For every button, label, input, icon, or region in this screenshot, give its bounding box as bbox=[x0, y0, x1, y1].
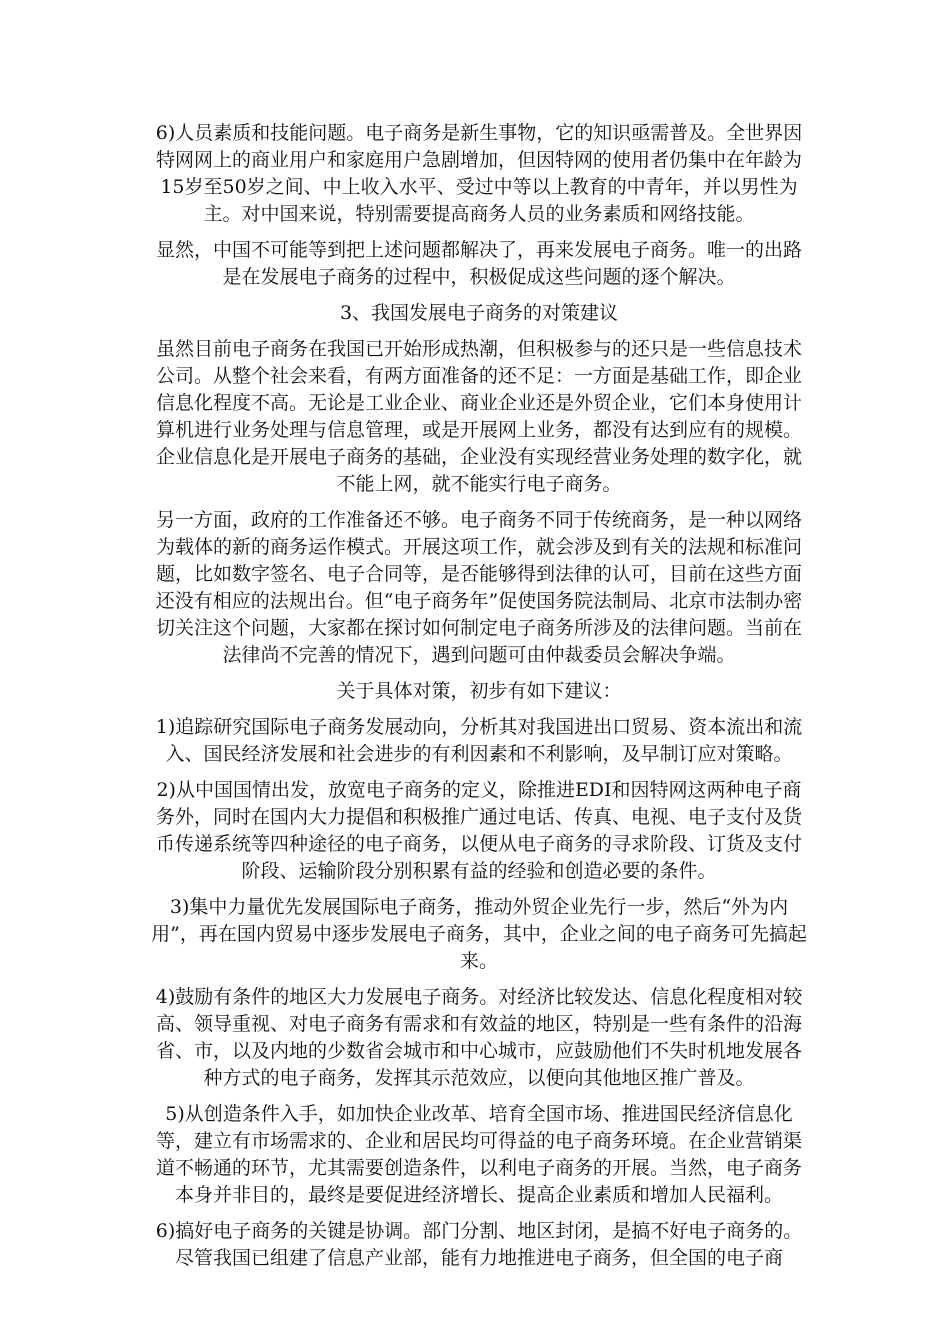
list-item-4: 4)鼓励有条件的地区大力发展电子商务。对经济比较发达、信息化程度相对较高、领导重视、对电子商务有需求和有效益的地区，特别是一些有条件的沿海省、市，以及内地的少数省会城市和中心城市，应鼓励他们不失时机地发展各种方式的电子商务，发挥其示范效应，以便向其他地区推广普及。 bbox=[155, 986, 803, 1089]
list-item-5: 5)从创造条件入手，如加快企业改革、培育全国市场、推进国民经济信息化等，建立有市场需求的、企业和居民均可得益的电子商务环境。在企业营销渠道不畅通的环节，尤其需要创造条件，以利电子商务的开展。当然，电子商务本身并非目的，最终是要促进经济增长、提高企业素质和增加人民福利。 bbox=[155, 1103, 802, 1206]
list-item-2: 2)从中国国情出发，放宽电子商务的定义，除推进EDI和因特网这两种电子商务外，同时在国内大力提倡和积极推广通过电话、传真、电视、电子支付及货币传递系统等四种途径的电子商务，以便从电子商务的寻求阶段、订货及支付阶段、运输阶段分别积累有益的经验和创造必要的条件。 bbox=[155, 779, 802, 882]
paragraph-conclusion: 显然，中国不可能等到把上述问题都解决了，再来发展电子商务。唯一的出路是在发展电子商务的过程中，积极促成这些问题的逐个解决。 bbox=[155, 239, 802, 288]
section-heading: 3、我国发展电子商务的对策建议 bbox=[339, 302, 619, 324]
paragraph-personnel-skills: 6)人员素质和技能问题。电子商务是新生事物，它的知识亟需普及。全世界因特网网上的商业用户和家庭用户急剧增加，但因特网的使用者仍集中在年龄为15岁至50岁之间、中上收入水平、受过中等以上教育的中青年，并以男性为主。对中国来说，特别需要提高商务人员的业务素质和网络技能。 bbox=[155, 122, 803, 225]
paragraph-enterprise-informatization: 虽然目前电子商务在我国已开始形成热潮，但积极参与的还只是一些信息技术公司。从整个社会来看，有两方面准备的还不足：一方面是基础工作，即企业信息化程度不高。无论是工业企业、商业企业还是外贸企业，它们本身使用计算机进行业务处理与信息管理，或是开展网上业务，都没有达到应有的规模。企业信息化是开展电子商务的基础，企业没有实现经营业务处理的数字化，就不能上网，就不能实行电子商务。 bbox=[155, 338, 802, 495]
list-item-3: 3)集中力量优先发展国际电子商务，推动外贸企业先行一步，然后“外为内用”，再在国内贸易中逐步发展电子商务，其中，企业之间的电子商务可先搞起来。 bbox=[151, 896, 807, 972]
paragraph-suggestions-intro: 关于具体对策，初步有如下建议： bbox=[336, 680, 622, 702]
list-item-6: 6)搞好电子商务的关键是协调。部门分割、地区封闭，是搞不好电子商务的。尽管我国已组建了信息产业部，能有力地推进电子商务，但全国的电子商 bbox=[155, 1220, 803, 1269]
paragraph-government-preparation: 另一方面，政府的工作准备还不够。电子商务不同于传统商务，是一种以网络为载体的新的商务运作模式。开展这项工作，就会涉及到有关的法规和标准问题，比如数字签名、电子合同等，是否能够得到法律的认可，目前在这些方面还没有相应的法规出台。但“电子商务年”促使国务院法制局、北京市法制办密切关注这个问题，大家都在探讨如何制定电子商务所涉及的法律问题。当前在法律尚不完善的情况下，遇到问题可由仲裁委员会解决争端。 bbox=[155, 509, 803, 666]
list-item-1: 1)追踪研究国际电子商务发展动向，分析其对我国进出口贸易、资本流出和流入、国民经济发展和社会进步的有利因素和不利影响，及早制订应对策略。 bbox=[155, 716, 803, 765]
document-body bbox=[148, 120, 810, 1281]
